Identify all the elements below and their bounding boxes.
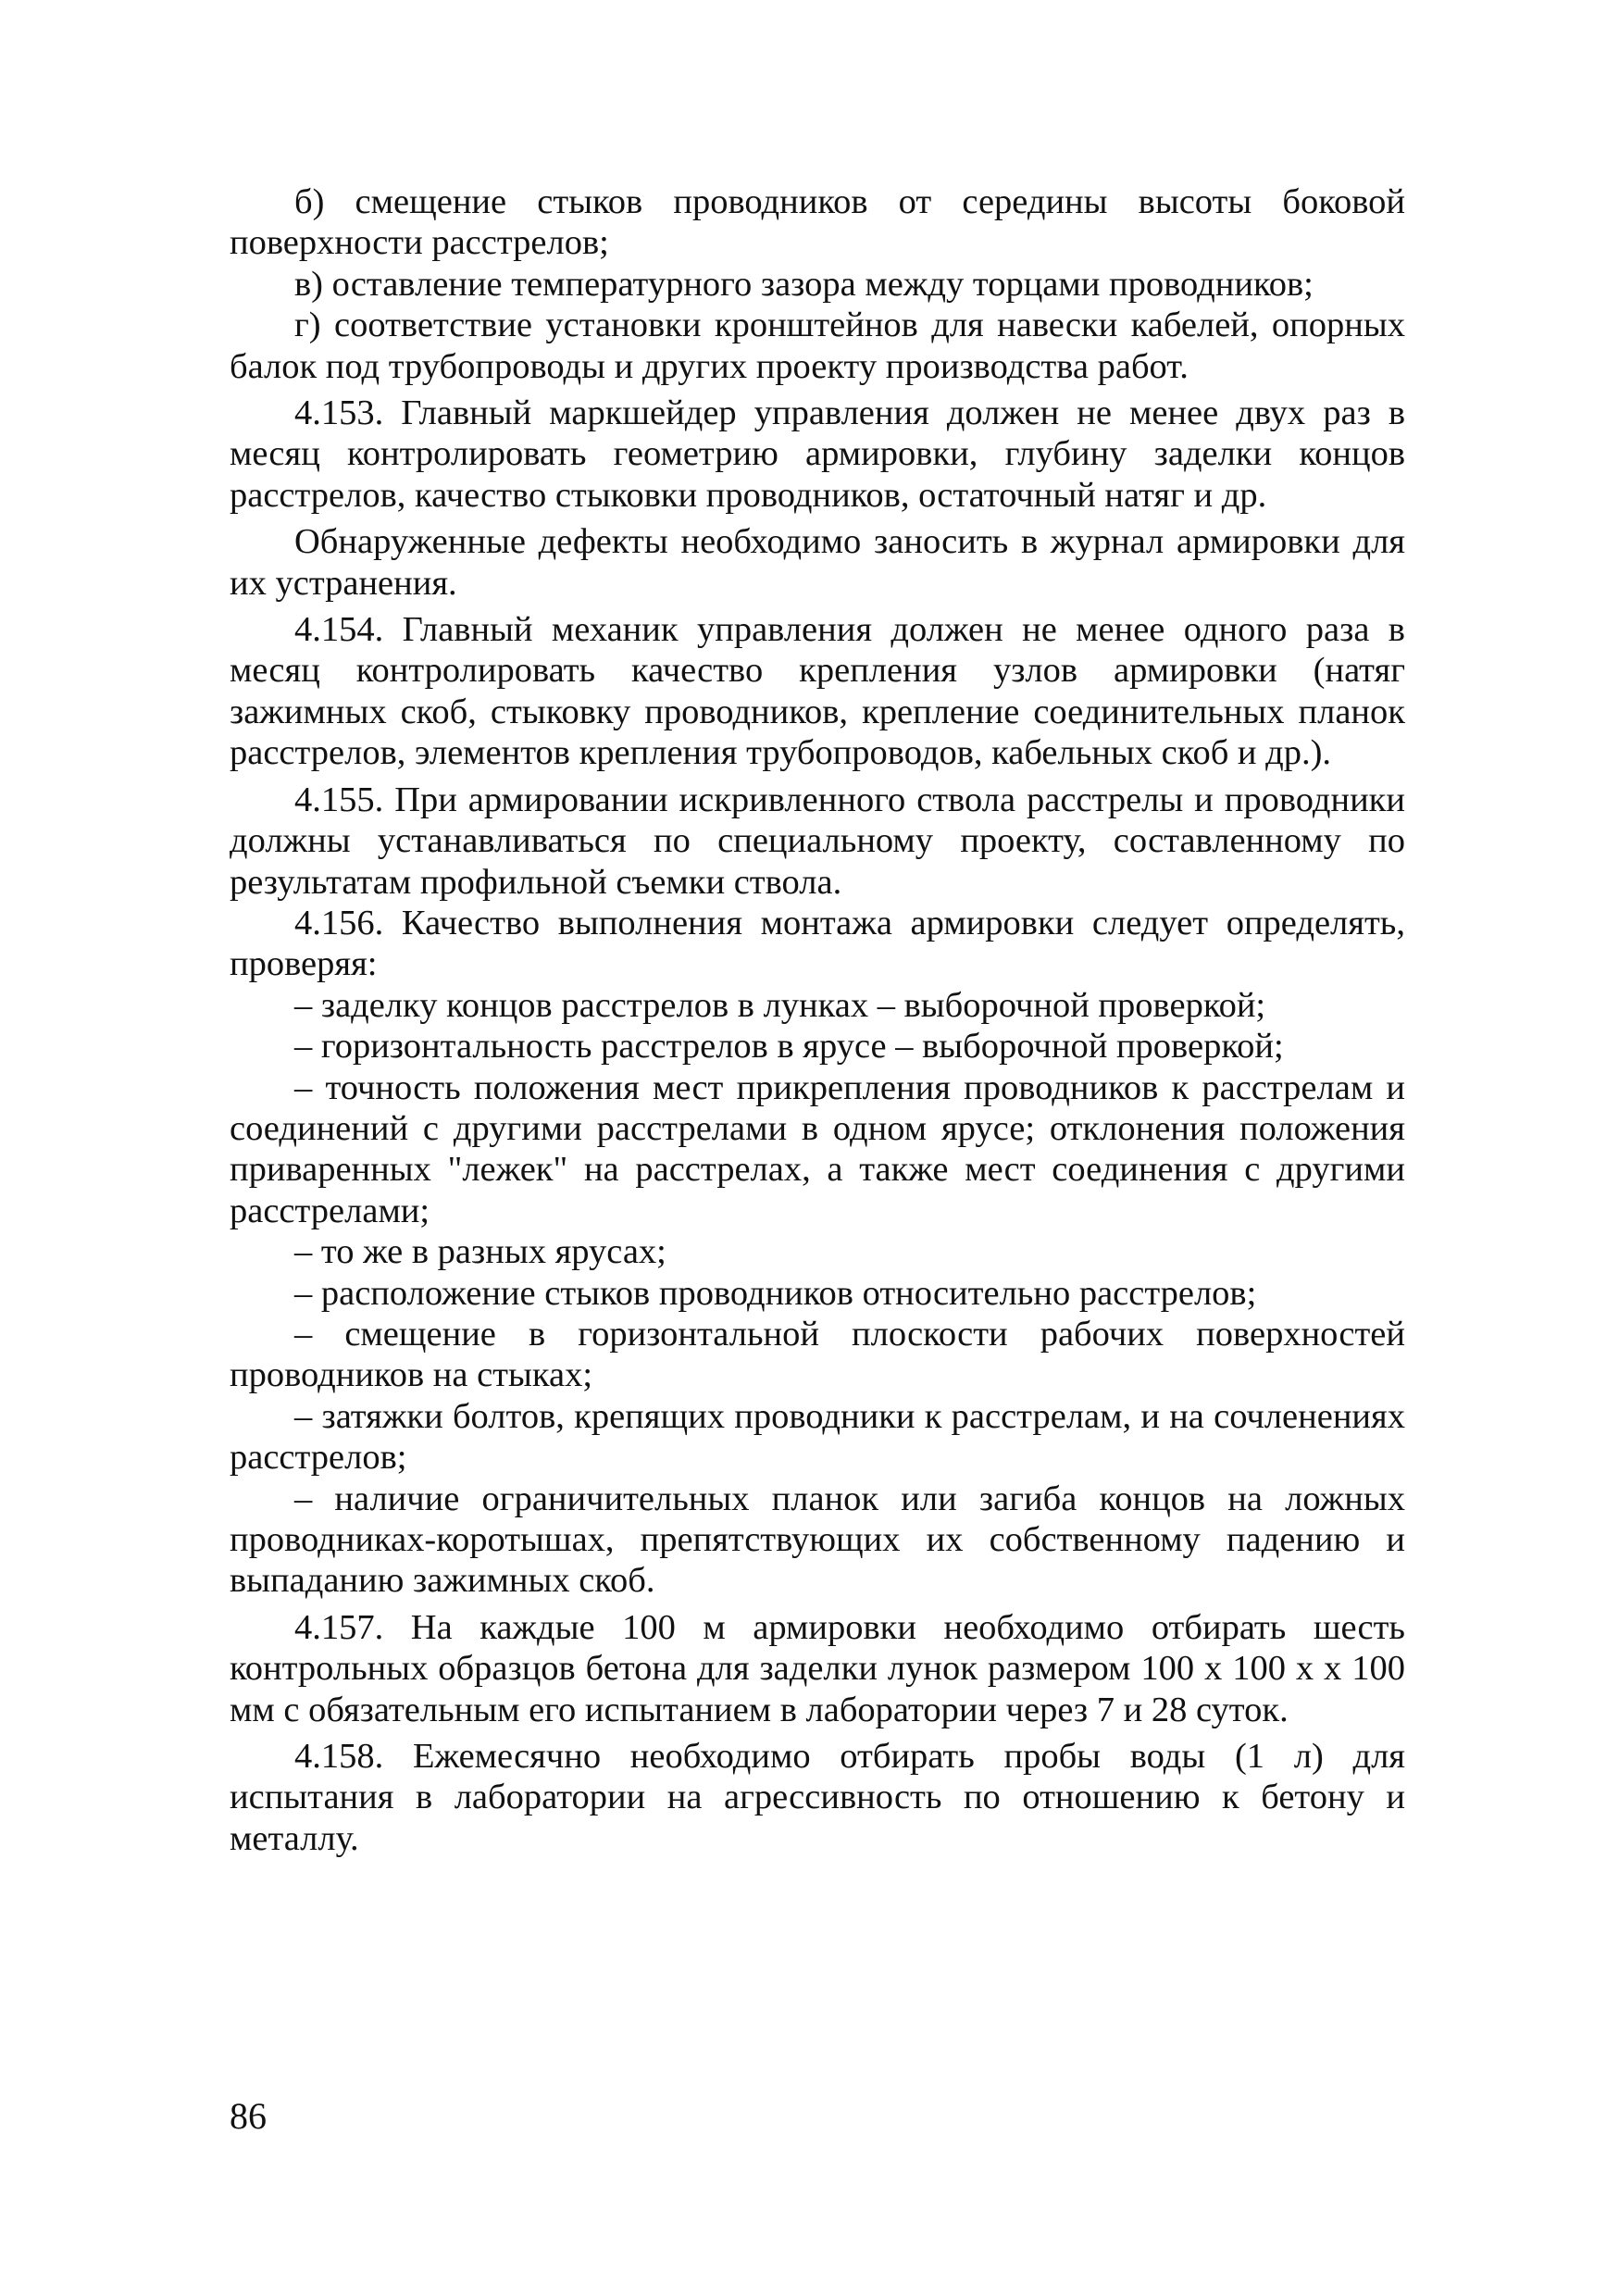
paragraph-item-g: г) соответствие установки кронштейнов для навески кабелей, опорных балок под трубопроводы и других проекту производства работ. <box>230 306 1405 386</box>
list-item-check-2: – горизонтальность расстрелов в ярусе – выборочной проверкой; <box>294 1027 1284 1067</box>
paragraph-item-b: б) смещение стыков проводников от середины высоты боковой поверхности расстрелов; <box>230 182 1405 263</box>
paragraph-defects: Обнаруженные дефекты необходимо заносить в журнал армировки для их устранения. <box>230 522 1405 603</box>
list-item-check-6: – смещение в горизонтальной плоскости рабочих поверхностей проводников на стыках; <box>230 1314 1405 1395</box>
paragraph-4-158: 4.158. Ежемесячно необходимо отбирать пробы воды (1 л) для испытания в лаборатории на агрессивность по отношению к бетону и металлу. <box>230 1737 1405 1858</box>
list-item-check-1: – заделку концов расстрелов в лунках – выборочной проверкой; <box>294 985 1266 1025</box>
paragraph-4-156: 4.156. Качество выполнения монтажа армировки следует определять, проверяя: <box>230 903 1405 984</box>
page-number: 86 <box>230 2095 267 2137</box>
list-item-check-8: – наличие ограничительных планок или загиба концов на ложных проводниках-коротышах, препятствующих их собственному падению и выпаданию зажимных скоб. <box>230 1479 1405 1601</box>
paragraph-item-v: в) оставление температурного зазора между торцами проводников; <box>294 264 1314 304</box>
list-item-check-5: – расположение стыков проводников относительно расстрелов; <box>294 1273 1257 1313</box>
list-item-check-7: – затяжки болтов, крепящих проводники к расстрелам, и на сочленениях расстрелов; <box>230 1396 1405 1478</box>
paragraph-4-154: 4.154. Главный механик управления должен не менее одного раза в месяц контролировать качество крепления узлов армировки (натяг зажимных скоб, стыковку проводников, крепление соединительных планок расстрелов, элементов крепления трубопроводов, кабельных скоб и др.). <box>230 610 1405 773</box>
paragraph-4-155: 4.155. При армировании искривленного ствола расстрелы и проводники должны устанавливаться по специальному проекту, составленному по результатам профильной съемки ствола. <box>230 780 1405 902</box>
document-body <box>230 181 1405 1859</box>
list-item-check-3: – точность положения мест прикрепления проводников к расстрелам и соединений с другими расстрелами в одном ярусе; отклонения положения приваренных "лежек" на расстрелах, а также мест соединения с другими расстрелами; <box>230 1067 1405 1230</box>
list-item-check-4: – то же в разных ярусах; <box>294 1232 666 1272</box>
paragraph-4-157: 4.157. На каждые 100 м армировки необходимо отбирать шесть контрольных образцов бетона для заделки лунок размером 100 х 100 х х 100 мм с обязательным его испытанием в лаборатории через 7 и 28 суток. <box>230 1607 1405 1729</box>
paragraph-4-153: 4.153. Главный маркшейдер управления должен не менее двух раз в месяц контролировать геометрию армировки, глубину заделки концов расстрелов, качество стыковки проводников, остаточный натяг и др. <box>230 393 1405 515</box>
